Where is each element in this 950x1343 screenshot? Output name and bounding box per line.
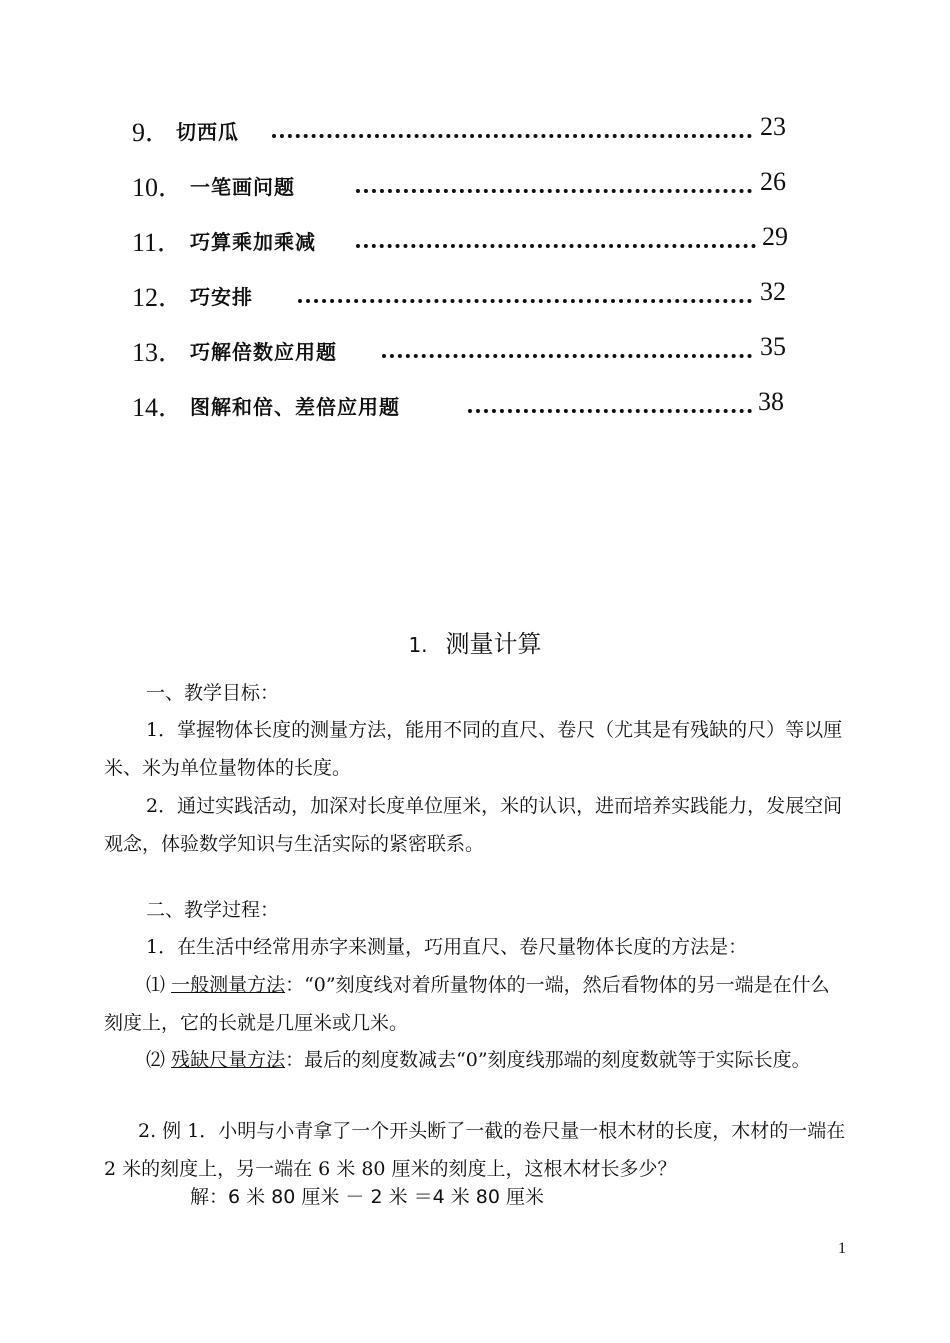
toc-entry[interactable] bbox=[132, 108, 802, 163]
toc-leader-dots bbox=[382, 330, 752, 358]
toc-entry-number: 9． bbox=[132, 118, 172, 147]
toc-entry[interactable] bbox=[132, 328, 802, 383]
toc-entry-number: 10． bbox=[132, 173, 185, 202]
method-2-number: ⑵ bbox=[146, 1049, 166, 1071]
toc-entry-page: 26 bbox=[760, 167, 786, 196]
section-number: 1. bbox=[408, 633, 428, 657]
toc-leader-dots bbox=[356, 220, 756, 248]
example-1: 2. 例 1．小明与小青拿了一个开头断了一截的卷尺量一根木材的长度，木材的一端在 2 米的刻度上，另一端在 6 米 80 厘米的刻度上，这根木材长多少？ bbox=[104, 1120, 846, 1180]
example-solution: 解：6 米 80 厘米 － 2 米 ＝4 米 80 厘米 bbox=[190, 1186, 545, 1208]
goal-item-1: 1．掌握物体长度的测量方法，能用不同的直尺、卷尺（尤其是有残缺的尺）等以厘米、米为单位量物体的长度。 bbox=[104, 719, 843, 779]
process-heading: 二、教学过程： bbox=[146, 899, 280, 921]
method-2 bbox=[104, 1041, 846, 1079]
page-number: 1 bbox=[838, 1240, 846, 1257]
toc-entry-number: 13． bbox=[132, 338, 185, 367]
section-title-text: 测量计算 bbox=[445, 630, 542, 658]
method-2-label: 残缺尺量方法 bbox=[171, 1049, 286, 1071]
toc-entry-title: 巧安排 bbox=[190, 285, 253, 309]
toc-entry-page: 38 bbox=[758, 387, 784, 416]
toc-entry-title: 切西瓜 bbox=[176, 120, 239, 144]
toc-entry-page: 23 bbox=[760, 112, 786, 141]
toc-entry-number: 11． bbox=[132, 228, 184, 257]
toc-entry-title: 巧解倍数应用题 bbox=[190, 340, 337, 364]
toc-entry-title: 一笔画问题 bbox=[190, 175, 295, 199]
toc-leader-dots bbox=[356, 165, 752, 193]
toc-entry-page: 29 bbox=[762, 222, 788, 251]
toc-entry[interactable] bbox=[132, 273, 802, 328]
toc-entry[interactable] bbox=[132, 383, 802, 438]
toc-leader-dots bbox=[272, 110, 752, 138]
goal-item-2: 2．通过实践活动，加深对长度单位厘米，米的认识，进而培养实践能力，发展空间观念，体验数学知识与生活实际的紧密联系。 bbox=[104, 795, 843, 855]
toc-entry-title: 图解和倍、差倍应用题 bbox=[190, 395, 400, 419]
method-1-label: 一般测量方法 bbox=[171, 974, 286, 996]
goals-heading: 一、教学目标： bbox=[146, 682, 280, 704]
toc-entry-number: 12． bbox=[132, 283, 185, 312]
process-item-1: 1．在生活中经常用赤字来测量，巧用直尺、卷尺量物体长度的方法是： bbox=[146, 936, 748, 958]
toc-entry-page: 35 bbox=[760, 332, 786, 361]
method-2-text: ：最后的刻度数减去“0”刻度线那端的刻度数就等于实际长度。 bbox=[285, 1049, 811, 1071]
toc-entry-page: 32 bbox=[760, 277, 786, 306]
method-1-text: ：“0”刻度线对着所量物体的一端，然后看物体的另一端是在什么刻度上，它的长就是几厘米或几米。 bbox=[104, 974, 830, 1034]
section-title bbox=[0, 624, 950, 659]
toc-leader-dots bbox=[468, 385, 752, 413]
toc-entry[interactable] bbox=[132, 163, 802, 218]
toc-leader-dots bbox=[298, 275, 752, 303]
toc-entry-number: 14． bbox=[132, 393, 185, 422]
method-1 bbox=[104, 966, 846, 1042]
method-1-number: ⑴ bbox=[146, 974, 166, 996]
table-of-contents bbox=[132, 108, 802, 438]
toc-entry[interactable] bbox=[132, 218, 802, 273]
toc-entry-title: 巧算乘加乘减 bbox=[190, 230, 316, 254]
